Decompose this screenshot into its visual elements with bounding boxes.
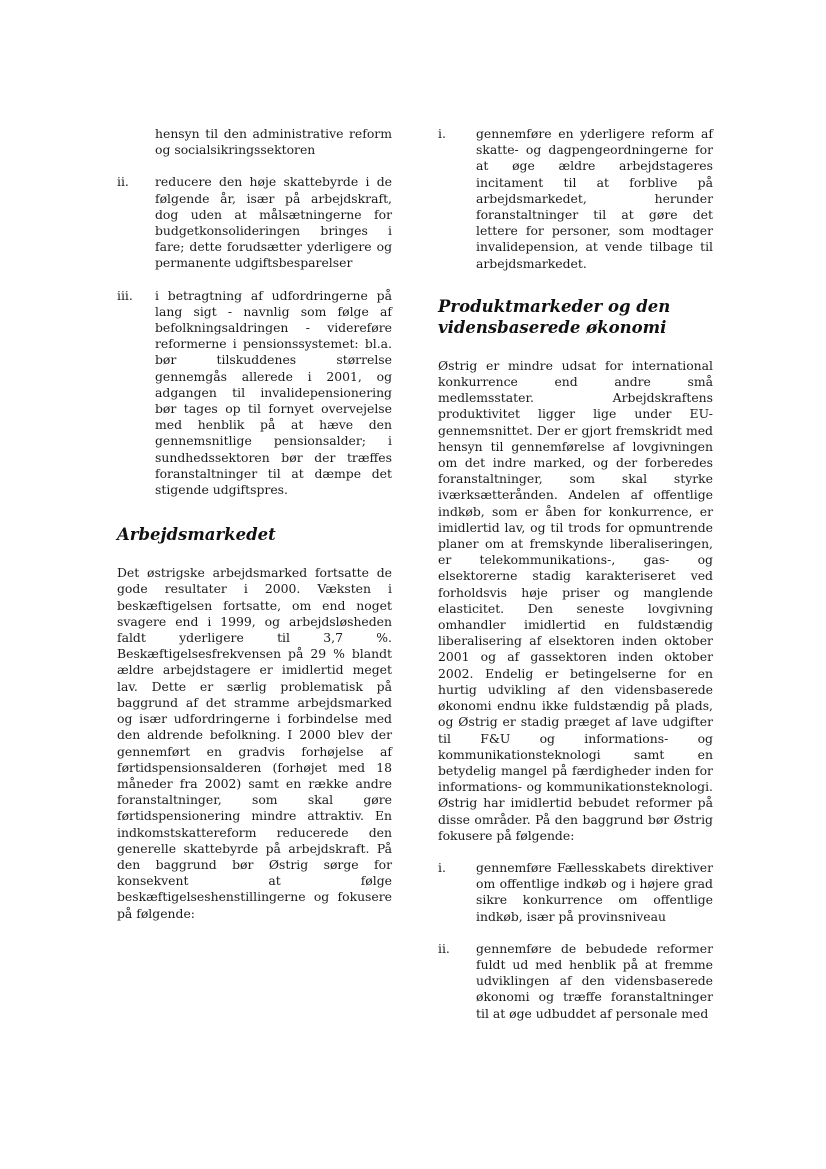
list-number: i. [438,859,446,875]
list-text: gennemføre Fællesskabets direktiver om offentlige indkøb og i højere grad sikre konkurrence om offentlige indkøb, især på provinsniveau [476,859,713,924]
section-heading: Produktmarkeder og den vidensbaserede økonomi [438,296,671,337]
body-paragraph: Østrig er mindre udsat for international konkurrence end andre små medlemsstater. Arbejdskraftens produktivitet ligger lige under EU-gennemsnittet. Der er gjort fremskridt med hensyn til gennemførelse af lovgivningen om det indre marked, og der forberedes foranstaltninger, som skal styrke iværksætterånden. Andelen af offentlige indkøb, som er åben for konkurrence, er imidlertid lav, og til trods for opmuntrende planer om at fremskynde liberaliseringen, er telekommunikations-, gas- og elsektorerne stadig karakteriseret ved forholdsvis høje priser og manglende elasticitet. Den seneste lovgivning omhandler imidlertid en fuldstændig liberalisering af elsektoren inden oktober 2001 og af gassektoren inden oktober 2002. Endelig er betingelserne for en hurtig udvikling af den vidensbaserede økonomi endnu ikke fuldstændig på plads, og Østrig er stadig præget af lave udgifter til F&U og informations- og kommunikationsteknologi samt en betydelig mangel på færdigheder inden for informations- og kommunikationsteknologi. Østrig har imidlertid bebudet reformer på disse områder. På den baggrund bør Østrig fokusere på følgende: [438,357,713,843]
list-item [438,126,713,272]
body-paragraph: Det østrigske arbejdsmarked fortsatte de gode resultater i 2000. Væksten i beskæftigelsen fortsatte, om end noget svagere end i 1999, og arbejdsløsheden faldt yderligere til 3,7 %. Beskæftigelsesfrekvensen på 29 % blandt ældre arbejdstagere er imidlertid meget lav. Dette er særlig problematisk på baggrund af det stramme arbejdsmarked og især udfordringerne i forbindelse med den aldrende befolkning. I 2000 blev der gennemført en gradvis forhøjelse af førtidspensionsalderen (forhøjet med 18 måneder fra 2002) samt en række andre foranstaltninger, som skal gøre førtidspensionering mindre attraktiv. En indkomstskattereform reducerede den generelle skattebyrde på arbejdskraft. På den baggrund bør Østrig sørge for konsekvent at følge beskæftigelseshenstillingerne og fokusere på følgende: [117,565,392,921]
list-text: i betragtning af udfordringerne på lang sigt - navnlig som følge af befolkningsaldringen - videreføre reformerne i pensionssystemet: bl.a. bør tilskuddenes størrelse gennemgås allerede i 2001, og adgangen til invalidepensionering bør tages op til fornyet overvejelse med henblik på at hæve den gennemsnitlige pensionsalder; i sundhedssektoren bør der træffes foranstaltninger til at dæmpe det stigende udgiftspres. [155,287,392,498]
list-number: iii. [117,287,133,303]
list-item [438,941,713,1022]
list-number: ii. [438,940,450,956]
list-number: ii. [117,174,129,190]
list-text: gennemføre de bebudede reformer fuldt ud med henblik på at fremme udviklingen af den vidensbaserede økonomi og træffe foranstaltninger til at øge udbuddet af personale med [476,940,713,1021]
list-text: reducere den høje skattebyrde i de følgende år, især på arbejdskraft, dog uden at målsætningerne for budgetkonsolideringen bringes i fare; dette forudsætter yderligere og permanente udgiftsbesparelser [155,174,392,271]
list-item [117,174,392,271]
continued-list-text: hensyn til den administrative reform og socialsikringssektoren [155,126,392,158]
right-column [438,126,713,1038]
section-heading: Arbejdsmarkedet [117,525,276,545]
list-text: gennemføre en yderligere reform af skatte- og dagpengeordningerne for at øge ældre arbejdstageres incitament til at forblive på arbejdsmarkedet, herunder foranstaltninger til at gøre det lettere for personer, som modtager invalidepension, at vende tilbage til arbejdsmarkedet. [476,126,713,271]
list-item [438,860,713,925]
list-item [117,288,392,499]
list-number: i. [438,126,446,141]
left-column [117,126,392,938]
